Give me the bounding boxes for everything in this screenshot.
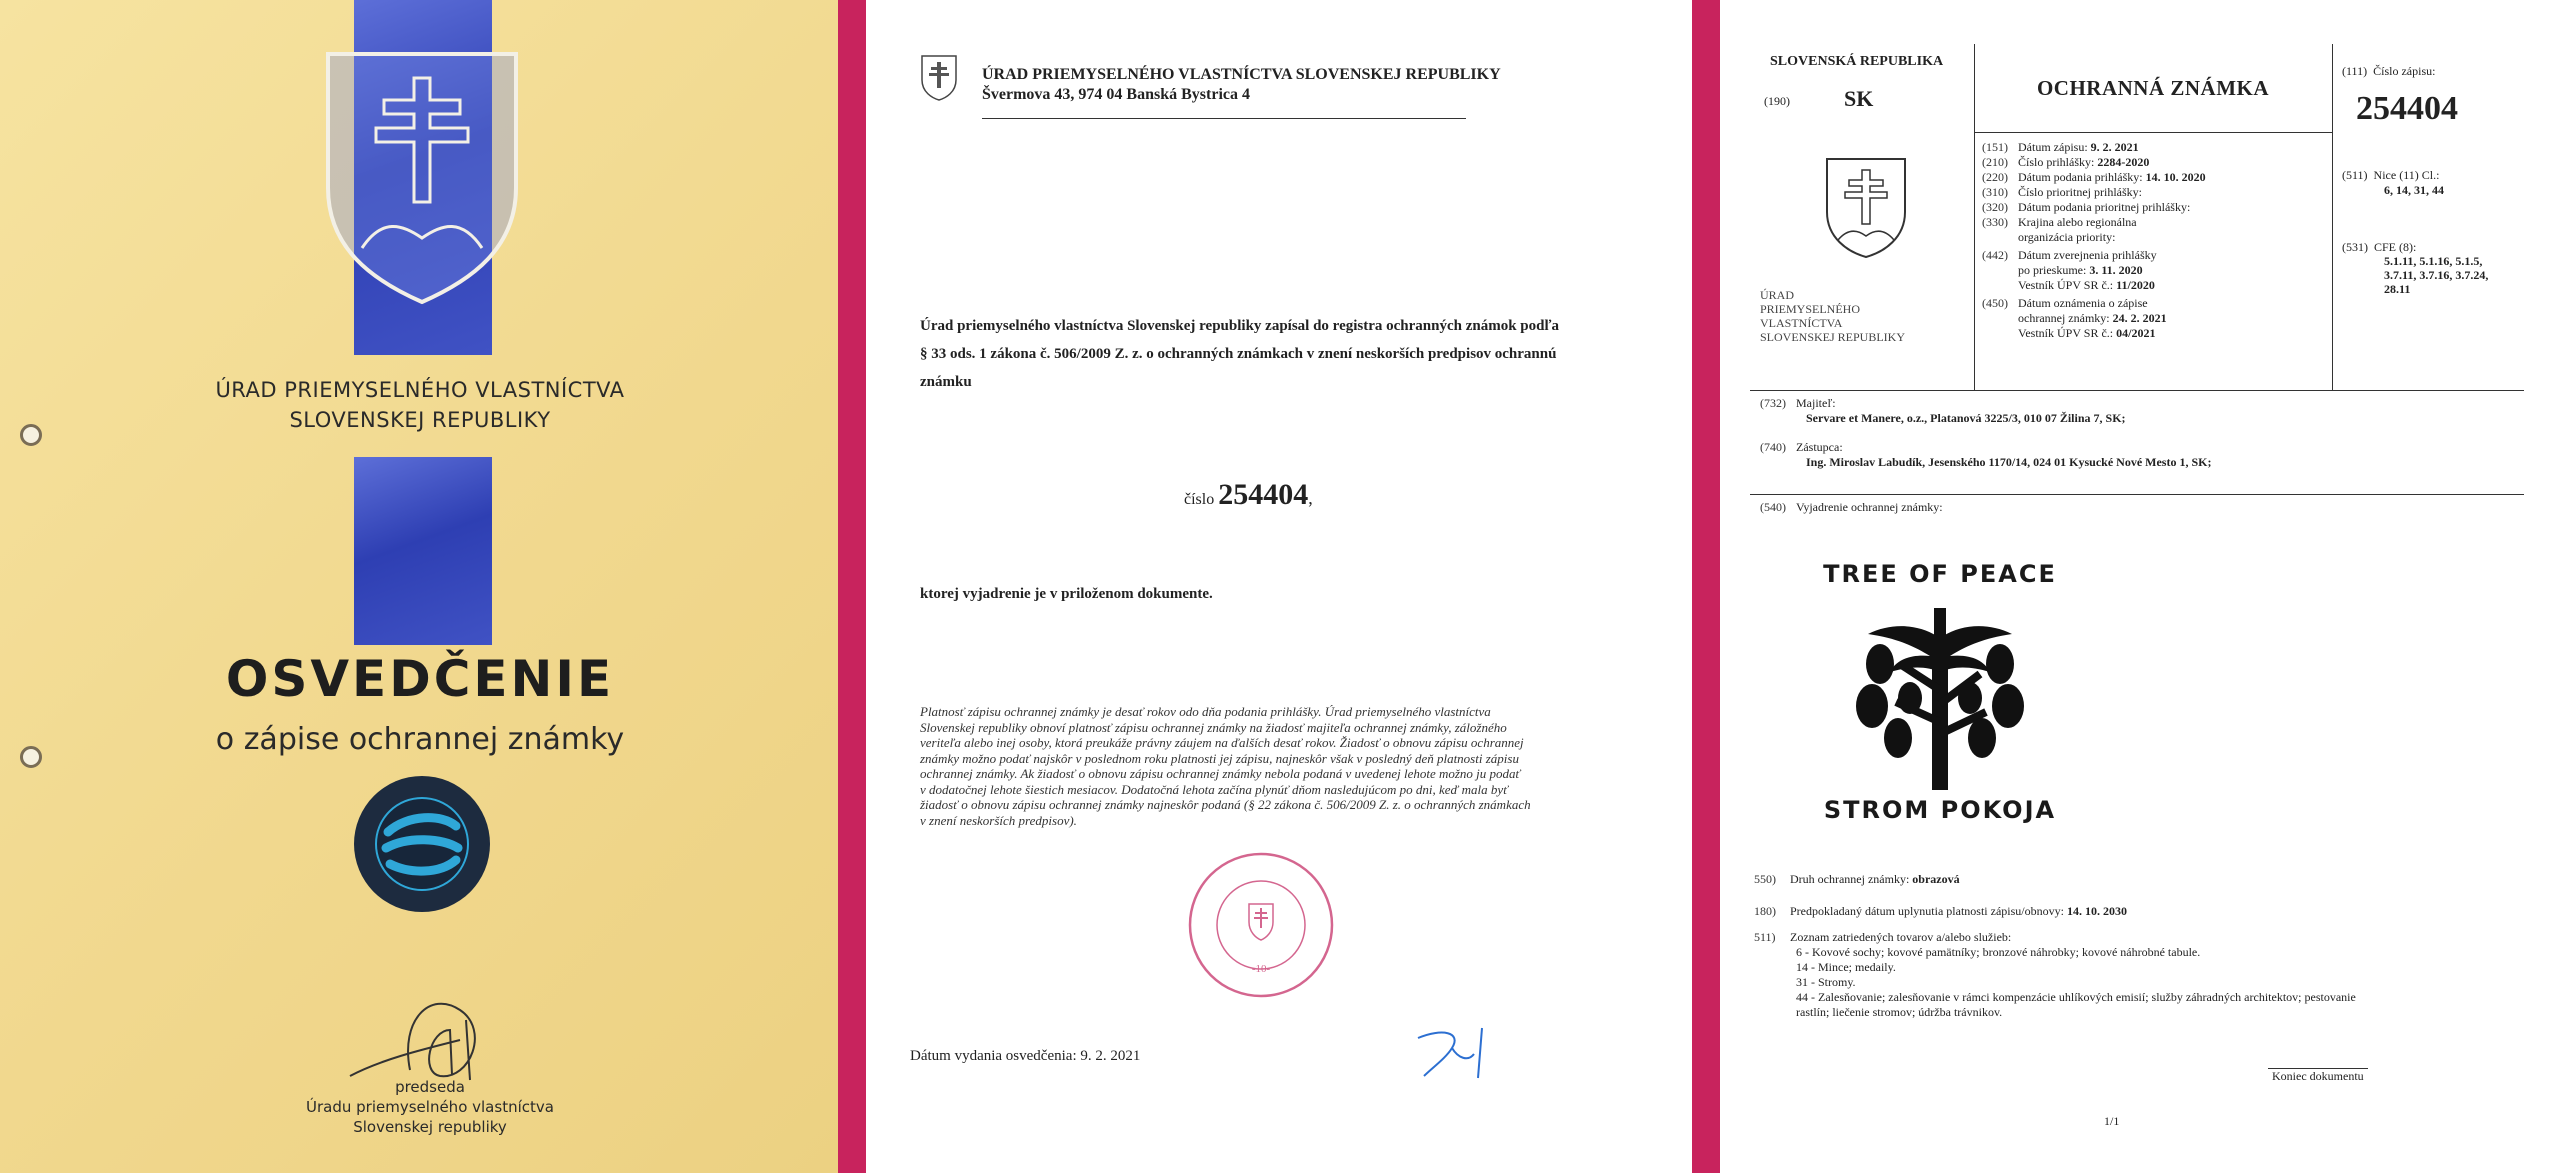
field-row: (442) Dátum zverejnenia prihlášky [1982,248,2157,262]
mark-type-row: 550) Druh ochrannej známky: obrazová [1754,872,1960,886]
register-extract-page [1720,0,2560,1173]
validity-line: ochrannej známky. Ak žiadosť o obnovu zápisu ochrannej známky nebola podaná v uvedenej lehote možno ju podať [920,766,1521,781]
code-190: (190) [1764,94,1790,108]
registration-number: 254404 [1218,478,1309,511]
validity-line: Slovenskej republiky obnoví platnosť zápisu ochrannej známky na žiadosť majiteľa ochrannej známky, záložného [920,719,1507,735]
certificate-cover [0,0,838,1173]
field-row: (310) Číslo prioritnej prihlášky: [1982,185,2142,199]
mark-text-top: TREE OF PEACE [1823,560,2057,588]
field-row: organizácia priority: [2018,230,2116,244]
signatory-role: predseda [395,1078,465,1096]
country-name: SLOVENSKÁ REPUBLIKA [1770,54,1944,69]
representative-block: (740) Zástupca: Ing. Miroslav Labudík, Jesenského 1170/14, 024 01 Kysucké Nové Mesto 1, SK; [1760,440,2540,470]
coat-of-arms-emblem [322,48,522,308]
bibliographic-fields [1982,140,2328,341]
registration-number-line [1184,478,1313,512]
validity-line: v dodatočnej lehote šiestich mesiacov. Dodatočná lehota začína plynúť dňom nasledujúcom po dni, keď mala byť [920,781,1508,797]
validity-notice [920,704,1650,828]
number-prefix: číslo [1184,491,1215,508]
mark-text-bottom: STROM POKOJA [1823,796,2057,824]
issue-date-label: Dátum vydania osvedčenia: [910,1048,1077,1064]
office-line: VLASTNÍCTVA [1760,316,1843,330]
signatory-office-line1: Úradu priemyselného vlastníctva [306,1098,554,1116]
validity-line: žiadosť o obnovu zápisu ochrannej známky najneskôr podaná (§ 22 zákona č. 506/2009 Z. z. o ochranných známkach [920,797,1531,812]
validity-line: známky možno podať najskôr v poslednom roku platnosti jej zápisu, najneskôr však v posledný deň platnosti zápisu [920,750,1519,766]
official-signature [1412,1018,1502,1088]
expiry-row: 180) Predpokladaný dátum uplynutia platnosti zápisu/obnovy: 14. 10. 2030 [1754,904,2127,918]
cover-title: OSVEDČENIE [225,650,615,708]
header-rule [982,118,1466,119]
header-office-name: ÚRAD PRIEMYSELNÉHO VLASTNÍCTVA SLOVENSKEJ REPUBLIKY [982,66,1501,83]
nice-classes: 6, 14, 31, 44 [2384,183,2444,197]
coat-of-arms-icon [1824,156,1908,260]
office-name-block [1760,288,1905,344]
body-line-3: známku [920,374,972,390]
office-seal-logo [352,774,492,914]
table-rule [1750,390,2524,391]
cfe-row: (531) CFE (8): 5.1.11, 5.1.16, 5.1.5, 3.7.11, 3.7.16, 3.7.24, 28.11 [2342,240,2489,296]
goods-line: rastlín; liečenie stromov; údržba trávnikov. [1796,1005,2003,1019]
owner-value: Servare et Manere, o.z., Platanová 3225/3, 010 07 Žilina 7, SK; [1806,411,2126,425]
binding-strip-right [1692,0,1720,1173]
chairman-signature [340,980,510,1090]
issue-date: 9. 2. 2021 [1080,1048,1141,1064]
stamp-number: -10- [1251,963,1271,975]
field-row: (220) Dátum podania prihlášky: 14. 10. 2020 [1982,170,2206,184]
register-number: 254404 [2356,90,2458,127]
body-line-1: Úrad priemyselného vlastníctva Slovenskej republiky zapísal do registra ochranných známok podľa [920,318,1560,334]
table-rule [1750,494,2524,495]
stamp-ring-text [1186,850,1336,1000]
expression-reference: ktorej vyjadrenie je v priloženom dokumente. [920,586,1213,602]
owner-block: (732) Majiteľ: Servare et Manere, o.z., Platanová 3225/3, 010 07 Žilina 7, SK; [1760,396,2540,426]
field-row: (450) Dátum oznámenia o zápise [1982,296,2148,310]
representative-value: Ing. Miroslav Labudík, Jesenského 1170/14, 024 01 Kysucké Nové Mesto 1, SK; [1806,455,2212,469]
certificate-page [866,0,1692,1173]
goods-services-block: 511) Zoznam zatriedených tovarov a/alebo služieb: 6 - Kovové sochy; kovové pamätníky; bronzové náhrobky; kovové náhrobné tabule. 14 - Mince; medaily. 31 - Stromy. 44 - Zalesňovanie; zalesňovanie v rámci kompenzácie uhlíkových emisií; služby záhradných architektov; pestovanie rastlín; liečenie stromov; údržba trávnikov. [1754,930,2544,1020]
goods-line: 44 - Zalesňovanie; zalesňovanie v rámci kompenzácie uhlíkových emisií; služby záhradných architektov; pestovanie [1796,990,2356,1004]
signatory-office-line2: Slovenskej republiky [353,1118,507,1136]
tree-of-peace-logo [1840,594,2040,794]
goods-line: 14 - Mince; medaily. [1796,960,1896,974]
expression-row: (540) Vyjadrenie ochrannej známky: [1760,500,1943,514]
field-row: (320) Dátum podania prioritnej prihlášky: [1982,200,2191,214]
field-row: (330) Krajina alebo regionálna [1982,215,2137,229]
validity-line: Platnosť zápisu ochrannej známky je desať rokov odo dňa podania prihlášky. Úrad priemyselného vlastníctva [920,704,1491,719]
header-office-address: Švermova 43, 974 04 Banská Bystrica 4 [982,86,1250,103]
field-row: Vestník ÚPV SR č.: 04/2021 [2018,326,2156,340]
field-row: po prieskume: 3. 11. 2020 [2018,263,2143,277]
country-code: SK [1844,86,1874,111]
field-row: (151) Dátum zápisu: 9. 2. 2021 [1982,140,2139,154]
office-line: PRIEMYSELNÉHO [1760,302,1861,316]
goods-line: 6 - Kovové sochy; kovové pamätníky; bronzové náhrobky; kovové náhrobné tabule. [1796,945,2201,959]
binder-hole-top [20,424,42,446]
issue-date-line [910,1048,1140,1065]
cover-subtitle: o zápise ochrannej známky [215,722,625,757]
number-suffix: , [1308,488,1313,508]
office-name-line2: SLOVENSKEJ REPUBLIKY [289,408,551,432]
goods-line: 31 - Stromy. [1796,975,1856,989]
nice-class-row: (511) Nice (11) Cl.: 6, 14, 31, 44 [2342,168,2444,197]
binder-hole-bottom [20,746,42,768]
field-row: Vestník ÚPV SR č.: 11/2020 [2018,278,2155,292]
validity-line: veriteľa alebo inej osoby, ktorá preukáže právny záujem na ďalších desať rokov. Žiadosť o obnovu zápisu ochrannej [920,735,1524,750]
field-row: ochrannej známky: 24. 2. 2021 [2018,311,2167,325]
office-name-line1: ÚRAD PRIEMYSELNÉHO VLASTNÍCTVA [215,378,625,402]
table-divider [2332,44,2333,390]
validity-line: v znení neskorších predpisov). [920,812,1077,828]
blue-band-middle [354,457,492,645]
table-divider [1974,132,2332,133]
end-of-document: Koniec dokumentu [2268,1068,2368,1084]
page-number: 1/1 [2104,1114,2120,1128]
document-type: OCHRANNÁ ZNÁMKA [2036,76,2270,100]
office-line: SLOVENSKEJ REPUBLIKY [1760,330,1906,344]
office-line: ÚRAD [1760,288,1795,302]
field-row: (210) Číslo prihlášky: 2284-2020 [1982,155,2150,169]
binding-strip-left [838,0,866,1173]
reg-number-label-row: (111) Číslo zápisu: [2342,64,2436,78]
body-line-2: § 33 ods. 1 zákona č. 506/2009 Z. z. o ochranných známkach v znení neskorších predpisov ochrannú [920,346,1557,362]
coat-of-arms-icon [920,54,958,102]
